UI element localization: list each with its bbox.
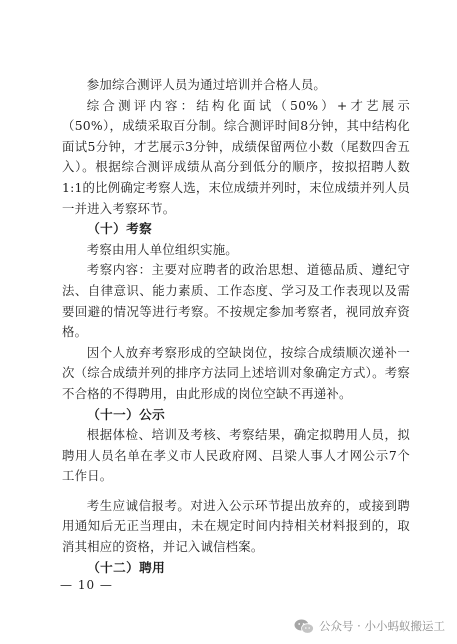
wechat-icon (294, 619, 314, 634)
watermark-text: 公众号 · 小小蚂蚁搬运工 (319, 619, 445, 633)
paragraph-participants: 参加综合测评人员为通过培训并合格人员。 (86, 77, 327, 92)
section-heading-publicity: （十一）公示 (87, 406, 166, 422)
watermark (294, 618, 445, 634)
section-heading-inspection: （十）考察 (87, 221, 153, 237)
paragraph-inspection-content: 考察内容：主要对应聘者的政治思想、道德品质、遵纪守法、自律意识、能力素质、工作态度、学习及工作表现以及需要回避的情况等进行考察。不按规定参加考察者，视同放弃资格。 (62, 262, 410, 340)
document-body (62, 75, 410, 578)
paragraph-publicity: 根据体检、培训及考核、考察结果，确定拟聘用人员，拟聘用人员名单在孝义市人民政府网、吕梁人事人才网公示7个工作日。 (62, 427, 410, 484)
paragraph-vacancy-supplement: 因个人放弃考察形成的空缺岗位，按综合成绩顺次递补一次（综合成绩并列的排序方法同上述培训对象确定方式）。考察不合格的不得聘用，由此形成的岗位空缺不再递补。 (62, 344, 410, 401)
page-number: — 10 — (60, 578, 113, 592)
paragraph-inspection-organizer: 考察由用人单位组织实施。 (86, 241, 238, 257)
paragraph-integrity: 考生应诚信报考。对进入公示环节提出放弃的，或接到聘用通知后无正当理由，未在规定时间内持相关材料报到的，取消其相应的资格，并记入诚信档案。 (62, 497, 410, 555)
section-heading-employment: （十二）聘用 (87, 559, 166, 575)
paragraph-evaluation-content: 综合测评内容：结构化面试（50%）+才艺展示（50%），成绩采取百分制。综合测评时间8分钟，其中结构化面试5分钟，才艺展示3分钟，成绩保留两位小数（尾数四舍五入）。根据综合测评成绩从高分到低分的顺序，按拟招聘人数1:1的比例确定考察人选，末位成绩并列时，末位成绩并列人员一并进入考察环节。 (62, 97, 410, 216)
